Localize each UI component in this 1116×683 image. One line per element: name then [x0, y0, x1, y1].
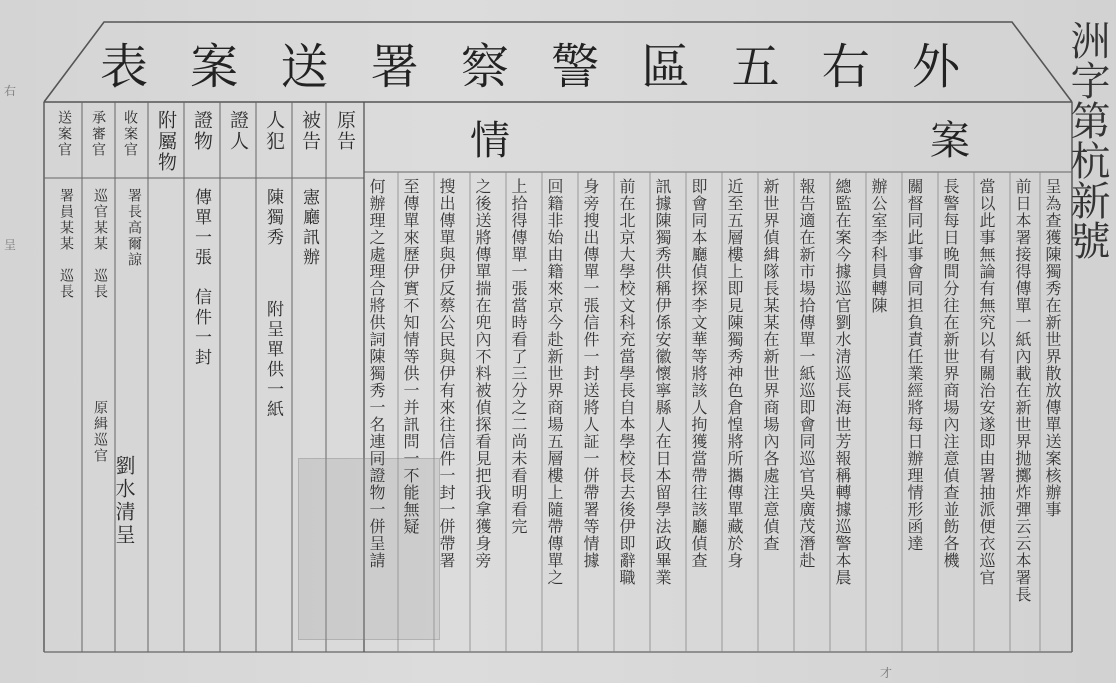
value-evidence: 傳單一張 信件一封	[191, 188, 211, 368]
title-char: 區	[641, 38, 690, 95]
label-witness: 證人	[227, 110, 249, 152]
body-column: 當以此事無論有無究以有關治安遂即由署抽派便衣巡官	[977, 178, 996, 586]
body-column: 長警每日晚間分往在新世界商場內注意偵查並飭各機	[941, 178, 960, 569]
value-sending-officer: 署員某某 巡長	[58, 188, 74, 300]
label-plaintiff: 原告	[334, 110, 356, 152]
margin-mark: 右	[4, 84, 17, 98]
body-column: 近至五層樓上即見陳獨秀神色倉惶將所攜傳單藏於身	[725, 178, 744, 569]
side-char: 號	[1064, 220, 1110, 260]
body-column: 何辦理之處理合將供詞陳獨秀一名連同證物一併呈請	[367, 178, 386, 569]
side-char: 第	[1064, 100, 1110, 140]
value-trial-officer: 巡官某某 巡長	[92, 188, 108, 300]
title-char: 警	[551, 38, 600, 95]
title-char: 署	[370, 38, 419, 95]
title-char: 案	[190, 38, 239, 95]
body-column: 前日本署接得傳單一紙內載在新世界抛擲炸彈云云本署長	[1013, 178, 1032, 603]
side-register-text	[1064, 20, 1116, 620]
body-column: 搜出傳單與伊反蔡公民與伊有來往信件一封一併帶署	[437, 178, 456, 569]
body-column: 回籍非始由籍來京今赴新世界商場五層樓上隨帶傳單之	[545, 178, 564, 586]
value-defendant: 憲廳訊辦	[299, 188, 319, 268]
case-heading	[470, 104, 970, 170]
body-column: 新世界偵緝隊長某某在新世界商場內各處注意偵查	[761, 178, 780, 552]
label-receiving-officer: 收案官	[122, 110, 138, 158]
side-char: 新	[1064, 180, 1110, 220]
side-char: 字	[1064, 60, 1110, 100]
margin-mark: 呈	[4, 238, 17, 252]
title-char: 五	[731, 38, 780, 95]
body-column: 身旁搜出傳單一張信件一封送將人証一併帶署等情據	[581, 178, 600, 569]
title-char: 察	[460, 38, 509, 95]
body-column: 前在北京大學校文科充當學長自本學校長去後伊即辭職	[617, 178, 636, 586]
label-attachments: 附屬物	[155, 110, 177, 173]
body-column: 總監在案今據巡官劉水清巡長海世芳報稱轉據巡警本晨	[833, 178, 852, 586]
body-column: 上拾得傳單一張當時看了三分之二尚未看明看完	[509, 178, 528, 535]
case-heading-char: 案	[930, 117, 970, 164]
title-char: 外	[911, 38, 960, 95]
form-title	[100, 30, 960, 94]
label-defendant: 被告	[299, 110, 321, 152]
body-column: 報告適在新市場拾傳單一紙巡即會同巡官吳廣茂潛赴	[797, 178, 816, 569]
label-evidence: 證物	[191, 110, 213, 152]
title-char: 表	[100, 38, 149, 95]
body-column: 之後送將傳單揣在兜內不料被偵探看見把我拿獲身旁	[473, 178, 492, 569]
label-sending-officer: 送案官	[56, 110, 72, 158]
body-column: 訊據陳獨秀供稱伊係安徽懷寧縣人在日本留學法政畢業	[653, 178, 672, 586]
side-char: 杭	[1064, 140, 1110, 180]
body-column: 辦公室李科員轉陳	[869, 178, 888, 314]
corner-mark: 才	[880, 666, 893, 680]
body-column: 呈為查獲陳獨秀在新世界散放傳單送案核辦事	[1043, 178, 1062, 518]
orig-officer-name: 劉水清呈	[112, 455, 136, 547]
title-char: 右	[821, 38, 870, 95]
title-char: 送	[280, 38, 329, 95]
value-receiving-officer: 署長高爾諒	[126, 188, 142, 268]
side-char: 洲	[1064, 20, 1110, 60]
label-offender: 人犯	[263, 110, 285, 152]
body-column: 至傳單來歷伊實不知情等供一并訊問一不能無疑	[401, 178, 420, 535]
orig-officer-label: 原緝巡官	[92, 400, 108, 464]
body-column: 即會同本廳偵探李文華等將該人拘獲當帶往該廳偵查	[689, 178, 708, 569]
label-trial-officer: 承審官	[90, 110, 106, 158]
value-offender: 陳獨秀	[263, 188, 283, 248]
case-heading-char: 情	[470, 117, 510, 164]
body-column: 關督同此事會同担負責任業經將每日辦理情形函達	[905, 178, 924, 552]
value-attachments: 附呈單供一紙	[263, 300, 283, 420]
